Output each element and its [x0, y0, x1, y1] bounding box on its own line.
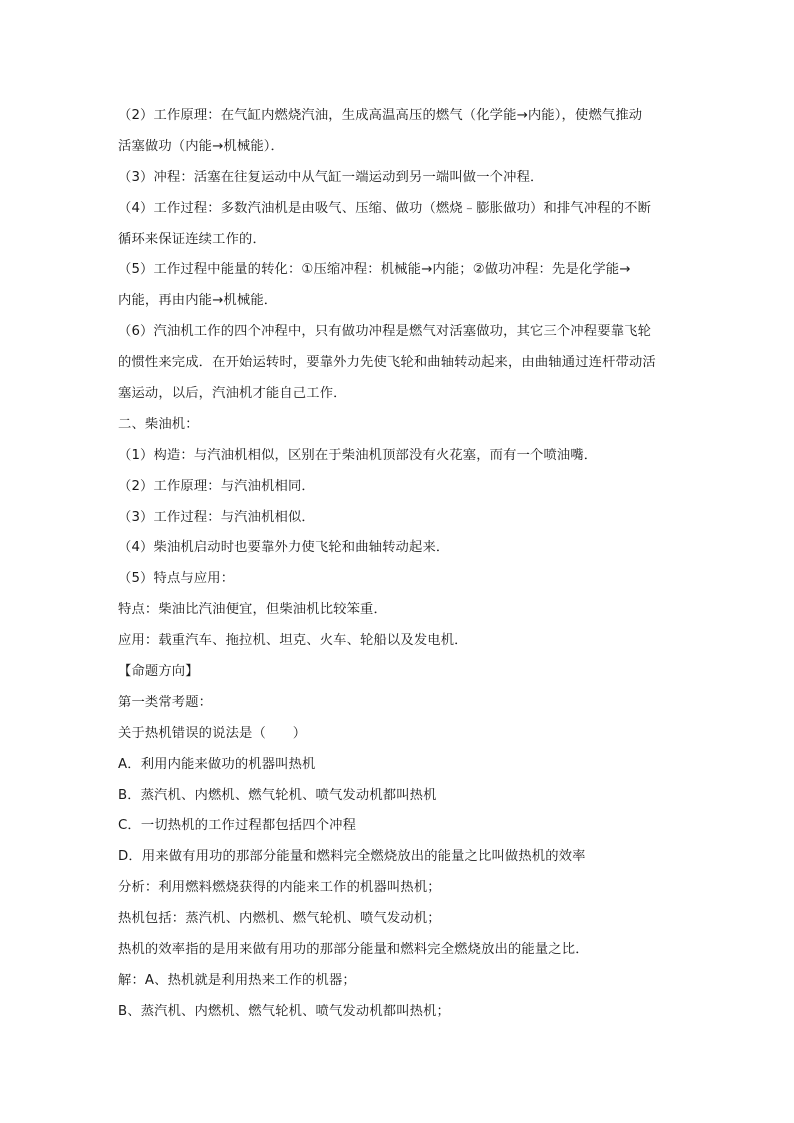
text-line: （5）工作过程中能量的转化：①压缩冲程：机械能→内能；②做功冲程：先是化学能→ [118, 262, 631, 278]
question-stem: 关于热机错误的说法是（ ） [118, 725, 307, 741]
section-heading: 【命题方向】 [118, 664, 199, 680]
text-line: 特点：柴油比汽油便宜，但柴油机比较笨重． [118, 602, 387, 618]
text-line: 循环来保证连续工作的． [118, 231, 266, 247]
text-line: （4）工作过程：多数汽油机是由吸气、压缩、做功（燃烧﹣膨胀做功）和排气冲程的不断 [118, 200, 652, 216]
text-line: 内能，再由内能→机械能． [118, 293, 278, 309]
analysis-text: 分析：利用燃料燃烧获得的内能来工作的机器叫热机； [118, 880, 441, 896]
text-line: 活塞做功（内能→机械能）． [118, 138, 285, 154]
option-a: A．利用内能来做功的机器叫热机 [118, 756, 316, 772]
document-body [118, 101, 678, 1028]
option-b: B．蒸汽机、内燃机、燃气轮机、喷气发动机都叫热机 [118, 787, 437, 803]
text-line: 第一类常考题： [118, 694, 213, 710]
text-line: 塞运动，以后，汽油机才能自己工作． [118, 386, 347, 402]
text-line: （4）柴油机启动时也要靠外力使飞轮和曲轴转动起来． [118, 540, 450, 556]
section-heading: 二、柴油机： [118, 416, 199, 432]
text-line: （2）工作原理：与汽油机相同． [118, 478, 315, 494]
text-line: （3）工作过程：与汽油机相似． [118, 509, 315, 525]
text-line: （6）汽油机工作的四个冲程中，只有做功冲程是燃气对活塞做功，其它三个冲程要靠飞轮 [118, 324, 652, 340]
analysis-text: 热机的效率指的是用来做有用功的那部分能量和燃料完全燃烧放出的能量之比． [118, 942, 589, 958]
text-line: 的惯性来完成．在开始运转时，要靠外力先使飞轮和曲轴转动起来，由曲轴通过连杆带动活 [118, 355, 656, 371]
option-c: C．一切热机的工作过程都包括四个冲程 [118, 818, 357, 834]
text-line: （2）工作原理：在气缸内燃烧汽油，生成高温高压的燃气（化学能→内能），使燃气推动 [118, 108, 643, 123]
solution-text: 解：A、热机就是利用热来工作的机器； [118, 972, 356, 988]
solution-text: B、蒸汽机、内燃机、燃气轮机、喷气发动机都叫热机； [118, 1003, 450, 1019]
text-line: （3）冲程：活塞在往复运动中从气缸一端运动到另一端叫做一个冲程． [118, 169, 544, 185]
analysis-text: 热机包括：蒸汽机、内燃机、燃气轮机、喷气发动机； [118, 911, 441, 927]
text-line: （1）构造：与汽油机相似，区别在于柴油机顶部没有火花塞，而有一个喷油嘴． [118, 447, 598, 463]
option-d: D．用来做有用功的那部分能量和燃料完全燃烧放出的能量之比叫做热机的效率 [118, 849, 586, 865]
text-line: （5）特点与应用： [118, 571, 235, 587]
text-line: 应用：载重汽车、拖拉机、坦克、火车、轮船以及发电机． [118, 633, 468, 649]
